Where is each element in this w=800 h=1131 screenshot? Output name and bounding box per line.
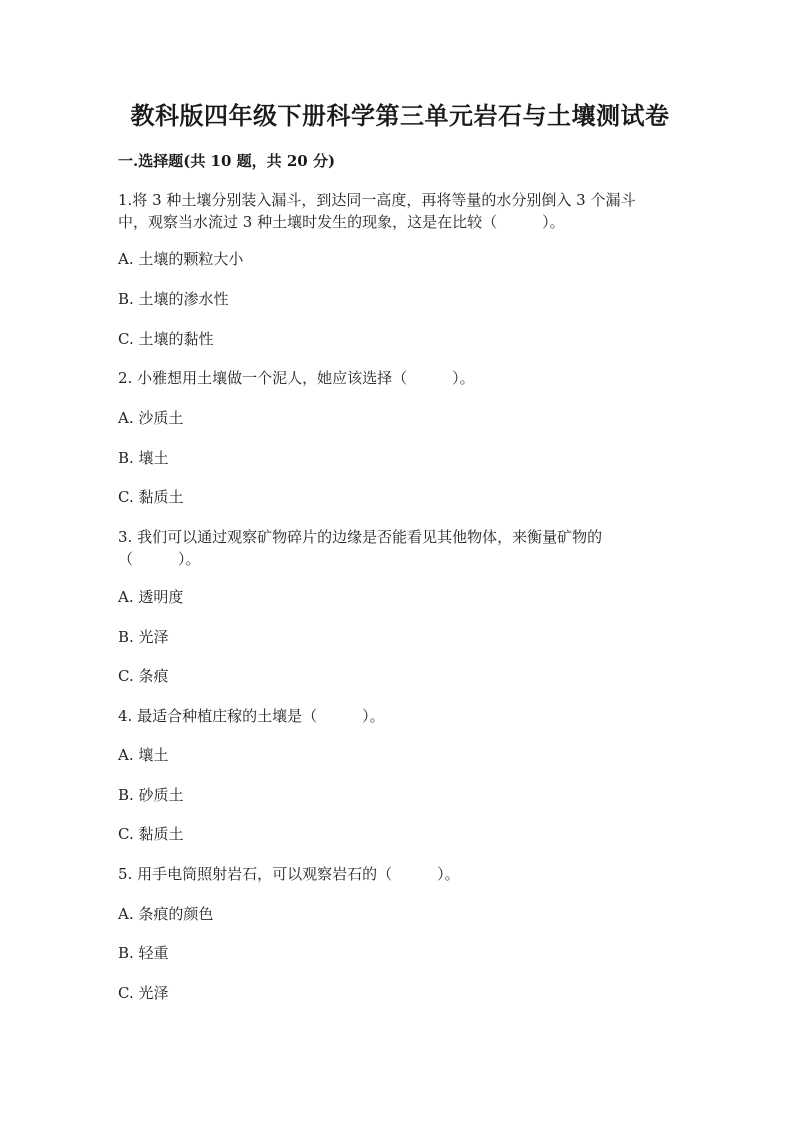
question-4-stem: 4. 最适合种植庄稼的土壤是（ ）。: [118, 707, 385, 725]
question-3-option-a: A. 透明度: [118, 588, 184, 606]
question-3-stem-line-2: （ ）。: [118, 550, 201, 568]
question-4-option-c: C. 黏质土: [118, 825, 184, 843]
question-5-option-a: A. 条痕的颜色: [118, 905, 214, 923]
question-3-option-b: B. 光泽: [118, 628, 169, 646]
question-1-option-a: A. 土壤的颗粒大小: [118, 250, 244, 268]
question-5-option-b: B. 轻重: [118, 944, 169, 962]
page-title: 教科版四年级下册科学第三单元岩石与土壤测试卷: [130, 101, 670, 130]
question-4-option-a: A. 壤土: [118, 746, 169, 764]
question-3-stem-line-1: 3. 我们可以通过观察矿物碎片的边缘是否能看见其他物体，来衡量矿物的: [118, 528, 603, 546]
question-1-stem-line-2: 中，观察当水流过 3 种土壤时发生的现象，这是在比较（ ）。: [118, 213, 565, 231]
question-5-stem: 5. 用手电筒照射岩石，可以观察岩石的（ ）。: [118, 865, 460, 883]
question-4-option-b: B. 砂质土: [118, 786, 184, 804]
question-3-option-c: C. 条痕: [118, 667, 169, 685]
question-1-option-b: B. 土壤的渗水性: [118, 290, 229, 308]
question-2-option-b: B. 壤土: [118, 449, 169, 467]
question-1-stem-line-1: 1.将 3 种土壤分别装入漏斗，到达同一高度，再将等量的水分别倒入 3 个漏斗: [118, 191, 636, 209]
question-1-option-c: C. 土壤的黏性: [118, 330, 214, 348]
question-2-option-a: A. 沙质土: [118, 409, 184, 427]
question-5-option-c: C. 光泽: [118, 984, 169, 1002]
section-heading: 一.选择题(共 10 题，共 20 分): [118, 152, 336, 170]
question-2-stem: 2. 小雅想用土壤做一个泥人，她应该选择（ ）。: [118, 369, 475, 387]
question-2-option-c: C. 黏质土: [118, 488, 184, 506]
